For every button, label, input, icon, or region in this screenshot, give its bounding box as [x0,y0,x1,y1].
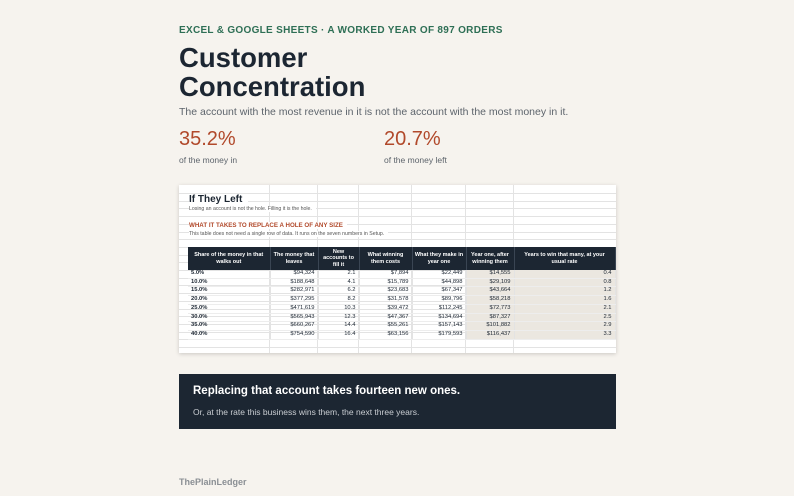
column-header[interactable]: What they make in year one [412,247,466,270]
value-cell[interactable]: $43,664 [466,287,514,296]
value-cell[interactable]: $14,555 [466,270,514,278]
sheet-section-heading: WHAT IT TAKES TO REPLACE A HOLE OF ANY SIZE [189,222,347,229]
sheet-note: This table does not need a single row of data. It runs on the seven numbers in Setup. [189,231,388,237]
value-cell[interactable]: $67,347 [412,287,466,296]
page-title-line-2: Concentration [179,70,366,102]
value-cell[interactable]: 8.2 [318,296,359,305]
share-cell[interactable]: 35.0% [188,322,270,331]
table-row [188,313,615,322]
value-cell[interactable]: 2.5 [514,313,615,322]
sheet-subtitle: Losing an account is not the hole. Filling it is the hole. [189,206,316,212]
table-row [188,270,615,278]
table-row [188,322,615,331]
replacement-table [188,247,616,340]
share-cell[interactable]: 5.0% [188,270,270,278]
value-cell[interactable]: $89,796 [412,296,466,305]
value-cell[interactable]: $31,578 [359,296,412,305]
table-header-row [188,247,615,270]
value-cell[interactable]: $44,898 [412,278,466,287]
grid-row-line [179,216,616,217]
value-cell[interactable]: $134,694 [412,313,466,322]
callout-body: Or, at the rate this business wins them, the next three years. [193,407,420,417]
value-cell[interactable]: $29,109 [466,278,514,287]
value-cell[interactable]: $15,789 [359,278,412,287]
stat-value: 35.2% [179,128,236,150]
value-cell[interactable]: $22,449 [412,270,466,278]
callout-banner [179,374,616,429]
spreadsheet-embed[interactable] [179,185,616,353]
share-cell[interactable]: 40.0% [188,330,270,339]
value-cell[interactable]: $55,261 [359,322,412,331]
page-title-line-1: Customer [179,42,308,73]
sheet-title: If They Left [189,194,248,205]
value-cell[interactable]: $23,683 [359,287,412,296]
value-cell[interactable]: $116,437 [466,330,514,339]
value-cell[interactable]: $188,648 [270,278,318,287]
kicker: EXCEL & GOOGLE SHEETS · A WORKED YEAR OF 897 ORDERS [179,25,503,36]
table-row [188,330,615,339]
value-cell[interactable]: $112,245 [412,304,466,313]
value-cell[interactable]: 1.2 [514,287,615,296]
column-header[interactable]: New accounts to fill it [318,247,359,270]
grid-row-line [179,239,616,240]
value-cell[interactable]: $87,327 [466,313,514,322]
page-title [179,44,479,101]
value-cell[interactable]: 0.8 [514,278,615,287]
value-cell[interactable]: $754,590 [270,330,318,339]
value-cell[interactable]: $58,218 [466,296,514,305]
value-cell[interactable]: 14.4 [318,322,359,331]
stat-label: of the money in [179,155,238,165]
value-cell[interactable]: $63,156 [359,330,412,339]
stat-label: of the money left [384,155,447,165]
share-cell[interactable]: 30.0% [188,313,270,322]
value-cell[interactable]: 2.1 [514,304,615,313]
value-cell[interactable]: $157,143 [412,322,466,331]
share-cell[interactable]: 20.0% [188,296,270,305]
value-cell[interactable]: 12.3 [318,313,359,322]
value-cell[interactable]: 16.4 [318,330,359,339]
stat-money-in [179,127,237,165]
value-cell[interactable]: $179,593 [412,330,466,339]
column-header[interactable]: Years to win that many, at your usual rate [514,247,615,270]
value-cell[interactable]: $471,619 [270,304,318,313]
table-row [188,287,615,296]
value-cell[interactable]: $101,882 [466,322,514,331]
value-cell[interactable]: $94,324 [270,270,318,278]
share-cell[interactable]: 10.0% [188,278,270,287]
value-cell[interactable]: $565,943 [270,313,318,322]
table-row [188,304,615,313]
stat-value: 20.7% [384,128,441,150]
value-cell[interactable]: $47,367 [359,313,412,322]
value-cell[interactable]: 6.2 [318,287,359,296]
value-cell[interactable]: 2.9 [514,322,615,331]
grid-row-line [179,347,616,348]
column-header[interactable]: Year one, after winning them [466,247,514,270]
column-header[interactable]: What winning them costs [359,247,412,270]
value-cell[interactable]: $7,894 [359,270,412,278]
stat-money-left [384,127,447,165]
value-cell[interactable]: 0.4 [514,270,615,278]
value-cell[interactable]: 2.1 [318,270,359,278]
value-cell[interactable]: 4.1 [318,278,359,287]
value-cell[interactable]: $282,971 [270,287,318,296]
value-cell[interactable]: $660,267 [270,322,318,331]
value-cell[interactable]: 1.6 [514,296,615,305]
table-row [188,296,615,305]
table-row [188,278,615,287]
callout-headline: Replacing that account takes fourteen new ones. [193,385,461,397]
value-cell[interactable]: $39,472 [359,304,412,313]
value-cell[interactable]: $377,295 [270,296,318,305]
page-subtitle: The account with the most revenue in it is not the account with the most money in it. [179,106,569,118]
value-cell[interactable]: 3.3 [514,330,615,339]
share-cell[interactable]: 25.0% [188,304,270,313]
column-header[interactable]: The money that leaves [270,247,318,270]
value-cell[interactable]: 10.3 [318,304,359,313]
footer-brand[interactable]: ThePlainLedger [179,477,247,487]
column-header[interactable]: Share of the money in that walks out [188,247,270,270]
value-cell[interactable]: $72,773 [466,304,514,313]
share-cell[interactable]: 15.0% [188,287,270,296]
